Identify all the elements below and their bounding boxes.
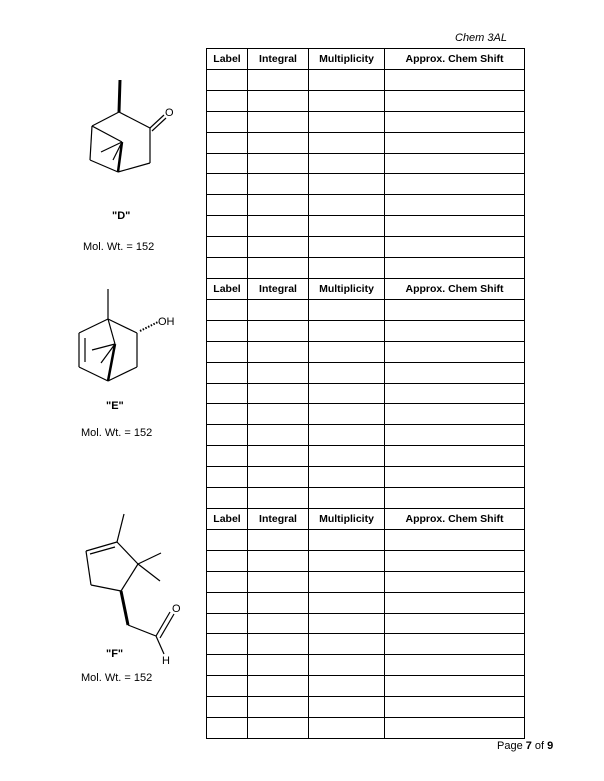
table-cell[interactable] (248, 676, 309, 697)
table-cell[interactable] (385, 530, 525, 551)
table-row (207, 174, 525, 195)
table-cell[interactable] (385, 425, 525, 446)
table-header-row (207, 279, 525, 300)
table-cell[interactable] (207, 446, 248, 467)
table-cell[interactable] (309, 174, 385, 195)
table-cell[interactable] (385, 90, 525, 111)
table-row (207, 488, 525, 509)
table-cell[interactable] (207, 70, 248, 91)
table-cell[interactable] (385, 488, 525, 509)
col-label: Label (207, 509, 248, 530)
table-cell[interactable] (309, 467, 385, 488)
table-row (207, 613, 525, 634)
table-cell[interactable] (309, 592, 385, 613)
col-label: Label (207, 279, 248, 300)
table-cell[interactable] (248, 383, 309, 404)
table-row (207, 320, 525, 341)
table-cell[interactable] (309, 488, 385, 509)
molecule-d-structure (90, 80, 166, 172)
table-cell[interactable] (248, 300, 309, 321)
table-cell[interactable] (385, 676, 525, 697)
table-cell[interactable] (248, 634, 309, 655)
col-multiplicity: Multiplicity (309, 509, 385, 530)
table-cell[interactable] (385, 613, 525, 634)
table-cell[interactable] (309, 697, 385, 718)
table-cell[interactable] (309, 258, 385, 279)
table-cell[interactable] (248, 446, 309, 467)
table-cell[interactable] (248, 362, 309, 383)
table-cell[interactable] (385, 550, 525, 571)
col-multiplicity: Multiplicity (309, 49, 385, 70)
col-integral: Integral (248, 509, 309, 530)
table-cell[interactable] (207, 383, 248, 404)
table-cell[interactable] (385, 341, 525, 362)
molecule-e-hydroxyl: OH (158, 316, 175, 328)
table-row (207, 258, 525, 279)
table-cell[interactable] (207, 132, 248, 153)
table-row (207, 530, 525, 551)
table-cell[interactable] (248, 655, 309, 676)
table-cell[interactable] (385, 216, 525, 237)
compound-f-label: "F" (106, 648, 124, 660)
table-cell[interactable] (248, 571, 309, 592)
table-cell[interactable] (248, 425, 309, 446)
table-cell[interactable] (207, 488, 248, 509)
table-cell[interactable] (207, 530, 248, 551)
table-cell[interactable] (385, 467, 525, 488)
table-cell[interactable] (207, 111, 248, 132)
table-cell[interactable] (385, 634, 525, 655)
table-row (207, 111, 525, 132)
table-cell[interactable] (207, 592, 248, 613)
table-cell[interactable] (248, 488, 309, 509)
table-cell[interactable] (385, 300, 525, 321)
table-cell[interactable] (248, 237, 309, 258)
col-label: Label (207, 49, 248, 70)
table-row (207, 341, 525, 362)
table-cell[interactable] (207, 195, 248, 216)
table-cell[interactable] (385, 70, 525, 91)
table-cell[interactable] (207, 237, 248, 258)
table-cell[interactable] (207, 404, 248, 425)
table-cell[interactable] (309, 550, 385, 571)
table-row (207, 383, 525, 404)
compound-e-mol-wt: Mol. Wt. = 152 (81, 427, 153, 439)
table-cell[interactable] (309, 425, 385, 446)
table-row (207, 237, 525, 258)
table-cell[interactable] (309, 676, 385, 697)
table-cell[interactable] (385, 174, 525, 195)
table-cell[interactable] (207, 90, 248, 111)
table-cell[interactable] (309, 571, 385, 592)
table-cell[interactable] (309, 70, 385, 91)
table-cell[interactable] (309, 362, 385, 383)
table-cell[interactable] (207, 258, 248, 279)
table-cell[interactable] (207, 320, 248, 341)
col-multiplicity: Multiplicity (309, 279, 385, 300)
compound-d-label: "D" (112, 210, 131, 222)
table-cell[interactable] (309, 446, 385, 467)
table-cell[interactable] (248, 153, 309, 174)
table-cell[interactable] (309, 634, 385, 655)
nmr-table-e (206, 278, 525, 509)
table-row (207, 718, 525, 739)
table-cell[interactable] (309, 655, 385, 676)
table-cell[interactable] (385, 446, 525, 467)
table-header-row (207, 509, 525, 530)
molecule-f-hydrogen: H (162, 655, 170, 667)
page-number: Page 7 of 9 (497, 740, 554, 752)
course-header: Chem 3AL (455, 32, 507, 44)
table-cell[interactable] (309, 153, 385, 174)
table-cell[interactable] (385, 718, 525, 739)
table-cell[interactable] (309, 111, 385, 132)
table-cell[interactable] (248, 195, 309, 216)
col-chem-shift: Approx. Chem Shift (385, 509, 525, 530)
table-row (207, 571, 525, 592)
table-cell[interactable] (309, 300, 385, 321)
table-cell[interactable] (207, 300, 248, 321)
table-cell[interactable] (248, 697, 309, 718)
table-cell[interactable] (207, 467, 248, 488)
table-cell[interactable] (309, 132, 385, 153)
table-cell[interactable] (248, 404, 309, 425)
table-row (207, 655, 525, 676)
col-chem-shift: Approx. Chem Shift (385, 279, 525, 300)
nmr-table-f (206, 508, 525, 739)
table-cell[interactable] (385, 404, 525, 425)
table-cell[interactable] (207, 613, 248, 634)
table-cell[interactable] (309, 718, 385, 739)
compound-f-mol-wt: Mol. Wt. = 152 (81, 672, 153, 684)
table-cell[interactable] (207, 571, 248, 592)
table-cell[interactable] (207, 718, 248, 739)
table-cell[interactable] (385, 237, 525, 258)
table-cell[interactable] (385, 111, 525, 132)
table-cell[interactable] (309, 530, 385, 551)
table-cell[interactable] (207, 425, 248, 446)
table-row (207, 404, 525, 425)
table-cell[interactable] (207, 634, 248, 655)
table-cell[interactable] (207, 174, 248, 195)
table-cell[interactable] (248, 530, 309, 551)
table-cell[interactable] (385, 592, 525, 613)
table-cell[interactable] (385, 320, 525, 341)
table-cell[interactable] (309, 90, 385, 111)
compound-e-label: "E" (106, 400, 124, 412)
table-cell[interactable] (207, 550, 248, 571)
table-row (207, 216, 525, 237)
table-cell[interactable] (248, 320, 309, 341)
table-cell[interactable] (248, 613, 309, 634)
table-cell[interactable] (207, 362, 248, 383)
table-cell[interactable] (309, 613, 385, 634)
table-row (207, 550, 525, 571)
table-cell[interactable] (385, 362, 525, 383)
table-cell[interactable] (385, 383, 525, 404)
table-row (207, 697, 525, 718)
table-row (207, 467, 525, 488)
table-cell[interactable] (309, 341, 385, 362)
table-row (207, 90, 525, 111)
table-cell[interactable] (385, 655, 525, 676)
molecule-d-oxygen: O (165, 107, 174, 119)
table-cell[interactable] (309, 195, 385, 216)
table-row (207, 425, 525, 446)
table-header-row (207, 49, 525, 70)
table-cell[interactable] (248, 70, 309, 91)
table-row (207, 634, 525, 655)
table-cell[interactable] (207, 216, 248, 237)
table-cell[interactable] (385, 153, 525, 174)
col-integral: Integral (248, 279, 309, 300)
table-cell[interactable] (385, 697, 525, 718)
table-cell[interactable] (248, 341, 309, 362)
compound-d-mol-wt: Mol. Wt. = 152 (83, 241, 155, 253)
table-row (207, 362, 525, 383)
table-cell[interactable] (309, 237, 385, 258)
table-cell[interactable] (248, 111, 309, 132)
table-cell[interactable] (248, 592, 309, 613)
table-cell[interactable] (309, 320, 385, 341)
col-integral: Integral (248, 49, 309, 70)
table-cell[interactable] (248, 550, 309, 571)
molecule-f-oxygen: O (172, 603, 181, 615)
table-cell[interactable] (385, 571, 525, 592)
table-cell[interactable] (385, 258, 525, 279)
table-cell[interactable] (248, 467, 309, 488)
table-cell[interactable] (207, 341, 248, 362)
molecule-e-structure (79, 289, 158, 381)
table-cell[interactable] (385, 132, 525, 153)
table-cell[interactable] (207, 153, 248, 174)
table-row (207, 676, 525, 697)
table-cell[interactable] (309, 404, 385, 425)
table-row (207, 300, 525, 321)
table-cell[interactable] (309, 216, 385, 237)
table-cell[interactable] (248, 718, 309, 739)
table-row (207, 153, 525, 174)
table-cell[interactable] (248, 174, 309, 195)
table-row (207, 132, 525, 153)
table-row (207, 592, 525, 613)
nmr-table-d (206, 48, 525, 279)
table-cell[interactable] (207, 697, 248, 718)
table-row (207, 446, 525, 467)
molecule-f-structure (86, 514, 174, 654)
table-row (207, 70, 525, 91)
table-cell[interactable] (385, 195, 525, 216)
table-cell[interactable] (207, 676, 248, 697)
table-cell[interactable] (248, 90, 309, 111)
table-cell[interactable] (207, 655, 248, 676)
col-chem-shift: Approx. Chem Shift (385, 49, 525, 70)
table-cell[interactable] (248, 216, 309, 237)
table-row (207, 195, 525, 216)
table-cell[interactable] (248, 258, 309, 279)
table-cell[interactable] (309, 383, 385, 404)
table-cell[interactable] (248, 132, 309, 153)
